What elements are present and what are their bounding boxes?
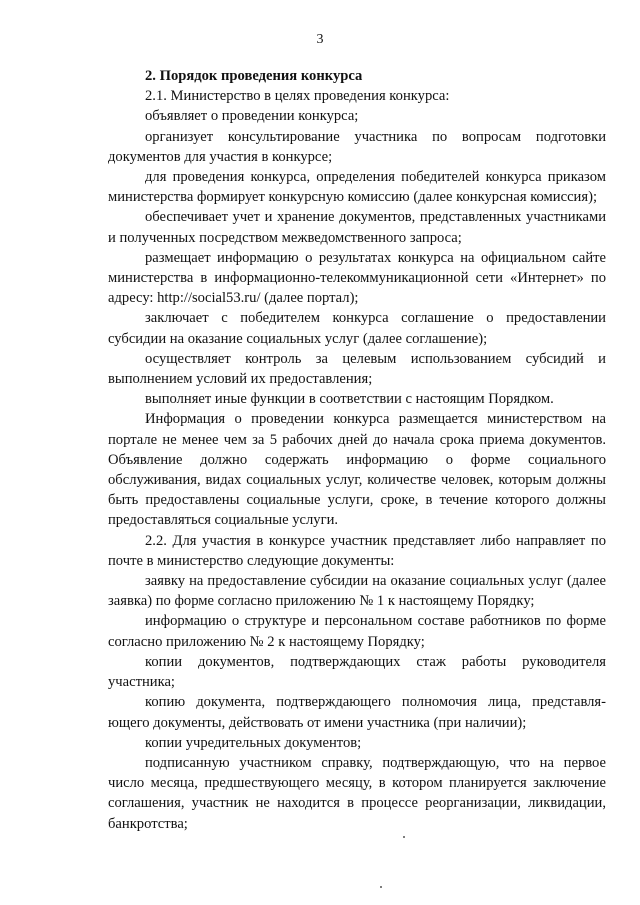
list-item-experience-copies: копии документов, подтверждающих стаж работы руководителя участника; (108, 653, 606, 691)
list-item-certificate: подписанную участником справку, подтверждающую, что на первое число месяца, предшествующего месяцу, в котором планируется заключение соглашения, участник не находится в процессе реорганизации, ликвидации, банкротства; (108, 754, 606, 832)
scan-speck (380, 886, 382, 888)
list-item-storage: обеспечивает учет и хранение документов, представленных участниками и полученных посредством межведомственного запроса; (108, 209, 606, 246)
list-item-other-functions: выполняет иные функции в соответствии с настоящим Порядком. (145, 391, 554, 408)
scan-speck (403, 836, 405, 838)
list-item-publish-results: размещает информацию о результатах конкурса на официальном сайте министерства в информационно-телекоммуникационной сети «Интернет» по адресу: http://social53.ru/ (далее портал); (108, 249, 606, 307)
list-item-consulting: организует консультирование участника по вопросам подготовки документов для участия в конкурсе; (108, 128, 606, 165)
list-item-staff-info: информацию о структуре и персональном составе работников по форме согласно приложению № 2 к настоящему Порядку; (108, 613, 606, 650)
list-item-founding-docs: копии учредительных документов; (145, 734, 362, 751)
list-item-authority-copy: копию документа, подтверждающего полномочия лица, представля-ющего документы, действовать от имени участника (при наличии); (108, 694, 606, 731)
paragraph-2-1: 2.1. Министерство в целях проведения конкурса: (145, 88, 450, 105)
paragraph-2-2: 2.2. Для участия в конкурсе участник представляет либо направляет по почте в министерство следующие документы: (108, 532, 606, 569)
page-number: 3 (316, 32, 324, 47)
paragraph-announcement-info: Информация о проведении конкурса размещается министерством на портале не менее чем за 5 рабочих дней до начала срока приема документов. Объявление должно содержать информацию о форме социального обслуживания, видах социальных услуг, количестве человек, которым должны быть предоставлены социальные услуги, сроке, в течение которого должны предоставляться социальные услуги. (108, 411, 606, 529)
list-item-control: осуществляет контроль за целевым использованием субсидий и выполнением условий их предоставления; (108, 350, 606, 388)
list-item-application: заявку на предоставление субсидии на оказание социальных услуг (далее заявка) по форме согласно приложению № 1 к настоящему Порядку; (108, 573, 606, 610)
list-item-announce: объявляет о проведении конкурса; (145, 108, 359, 125)
document-body (108, 66, 606, 834)
list-item-agreement: заключает с победителем конкурса соглашение о предоставлении субсидии на оказание социальных услуг (далее соглашение); (108, 310, 606, 347)
list-item-commission: для проведения конкурса, определения победителей конкурса приказом министерства формирует конкурсную комиссию (далее конкурсная комиссия); (108, 169, 606, 206)
section-title: 2. Порядок проведения конкурса (145, 68, 363, 84)
